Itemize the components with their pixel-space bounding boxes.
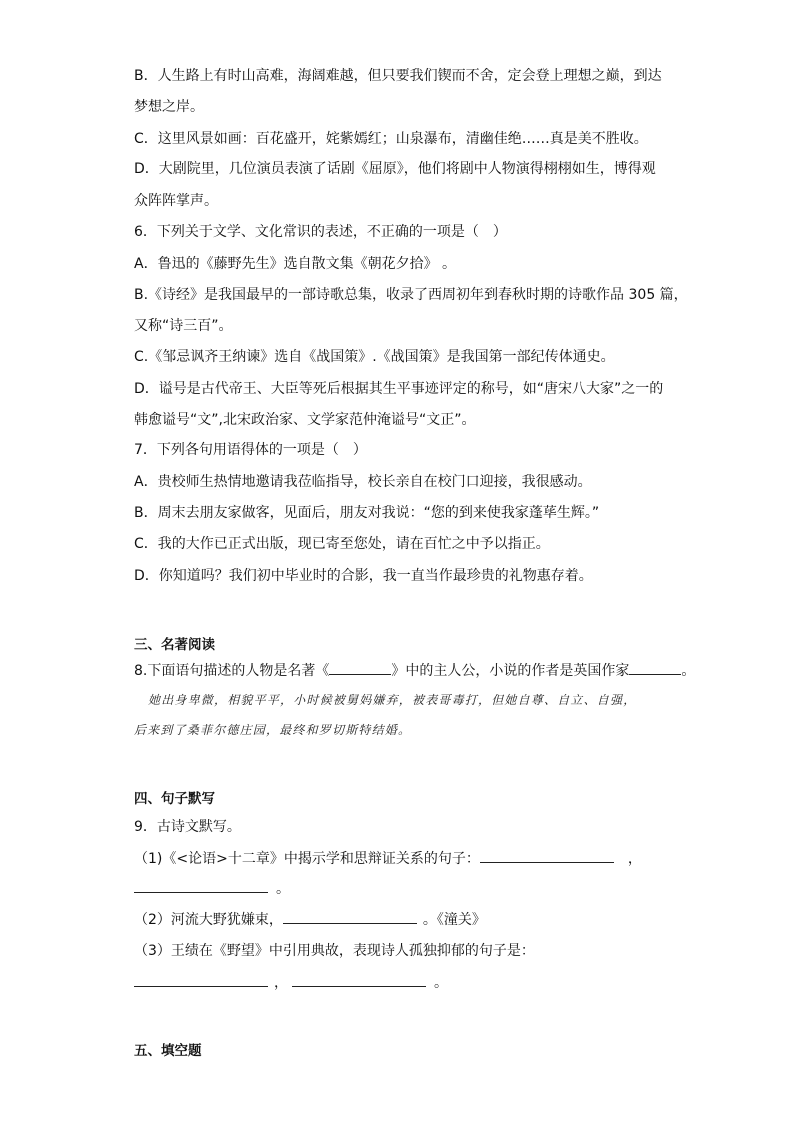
q9-sub1-line1 bbox=[134, 848, 642, 869]
q9-sub3-answers bbox=[134, 972, 448, 993]
q9-sub1-line2 bbox=[134, 878, 290, 899]
q9-sub3-blank2[interactable] bbox=[292, 972, 426, 987]
q7-option-b: B．周末去朋友家做客，见面后，朋友对我说：“您的到来使我家蓬荜生辉。” bbox=[134, 505, 600, 521]
q8-blank-author[interactable] bbox=[629, 660, 681, 675]
section3-heading: 三、名著阅读 bbox=[134, 637, 215, 653]
q8-text-a: 8.下面语句描述的人物是名著《 bbox=[134, 663, 330, 679]
q9-sub2 bbox=[134, 909, 486, 930]
q6-option-d-line2: 韩愈谥号“文”,北宋政治家、文学家范仲淹谥号“文正”。 bbox=[134, 412, 476, 428]
q9-stem: 9．古诗文默写。 bbox=[134, 819, 241, 835]
q5-option-b-line1: B．人生路上有时山高难，海阔难越，但只要我们锲而不舍，定会登上理想之巅，到达 bbox=[134, 68, 662, 84]
q5-option-d-line2: 众阵阵掌声。 bbox=[134, 193, 218, 209]
q9-sub1-text: （1)《<论语>十二章》中揭示学和思辩证关系的句子： bbox=[134, 851, 480, 867]
q9-sub2-blank[interactable] bbox=[283, 909, 417, 924]
q5-option-c: C．这里风景如画：百花盛开，姹紫嫣红；山泉瀑布，清幽佳绝……真是美不胜收。 bbox=[134, 131, 648, 147]
q8-text-b: 》中的主人公，小说的作者是英国作家 bbox=[391, 663, 630, 679]
q8-passage-line1: 她出身卑微，相貌平平，小时候被舅妈嫌弃，被表哥毒打，但她自尊、自立、自强， bbox=[148, 693, 637, 707]
q6-option-b-line1: B.《诗经》是我国最早的一部诗歌总集，收录了西周初年到春秋时期的诗歌作品 305 篇， bbox=[134, 287, 688, 303]
q9-sub3-blank1[interactable] bbox=[134, 972, 268, 987]
q8-passage-line2: 后来到了桑菲尔德庄园，最终和罗切斯特结婚。 bbox=[134, 723, 412, 737]
q9-sub1-blank1[interactable] bbox=[480, 848, 614, 863]
q7-option-d: D．你知道吗？我们初中毕业时的合影，我一直当作最珍贵的礼物惠存着。 bbox=[134, 568, 593, 584]
q8-text-c: 。 bbox=[681, 663, 696, 679]
q9-sub1-end: 。 bbox=[276, 881, 290, 897]
q9-sub2-text-b: 。《潼关》 bbox=[422, 912, 486, 928]
q7-option-a: A．贵校师生热情地邀请我莅临指导，校长亲自在校门口迎接，我很感动。 bbox=[134, 474, 592, 490]
q9-sub1-sep: ， bbox=[627, 851, 642, 867]
q5-option-d-line1: D．大剧院里，几位演员表演了话剧《屈原》，他们将剧中人物演得栩栩如生，博得观 bbox=[134, 161, 656, 177]
q5-option-b-line2: 梦想之岸。 bbox=[134, 99, 204, 115]
q7-stem: 7．下列各句用语得体的一项是（ ） bbox=[134, 442, 367, 458]
q9-sub3: （3）王绩在《野望》中引用典故，表现诗人孤独抑郁的句子是： bbox=[134, 943, 535, 959]
q6-option-a: A．鲁迅的《藤野先生》选自散文集《朝花夕拾》 。 bbox=[134, 256, 457, 272]
q7-option-c: C．我的大作已正式出版，现已寄至您处，请在百忙之中予以指正。 bbox=[134, 536, 550, 552]
q6-option-d-line1: D．谥号是古代帝王、大臣等死后根据其生平事迹评定的称号，如“唐宋八大家”之一的 bbox=[134, 381, 664, 397]
q8-question bbox=[134, 660, 695, 681]
q9-sub3-end: 。 bbox=[434, 975, 448, 991]
q9-sub2-text-a: （2）河流大野犹嫌束， bbox=[134, 912, 283, 928]
q9-sub3-sep: ， bbox=[274, 975, 288, 991]
q6-option-b-line2: 又称“诗三百”。 bbox=[134, 318, 233, 334]
section5-heading: 五、填空题 bbox=[134, 1043, 202, 1059]
q8-blank-book[interactable] bbox=[329, 660, 391, 675]
q6-option-c: C.《邹忌讽齐王纳谏》选自《战国策》.《战国策》是我国第一部纪传体通史。 bbox=[134, 349, 615, 365]
q6-stem: 6．下列关于文学、文化常识的表述，不正确的一项是（ ） bbox=[134, 224, 507, 240]
section4-heading: 四、句子默写 bbox=[134, 791, 215, 807]
q9-sub1-blank2[interactable] bbox=[134, 878, 268, 893]
